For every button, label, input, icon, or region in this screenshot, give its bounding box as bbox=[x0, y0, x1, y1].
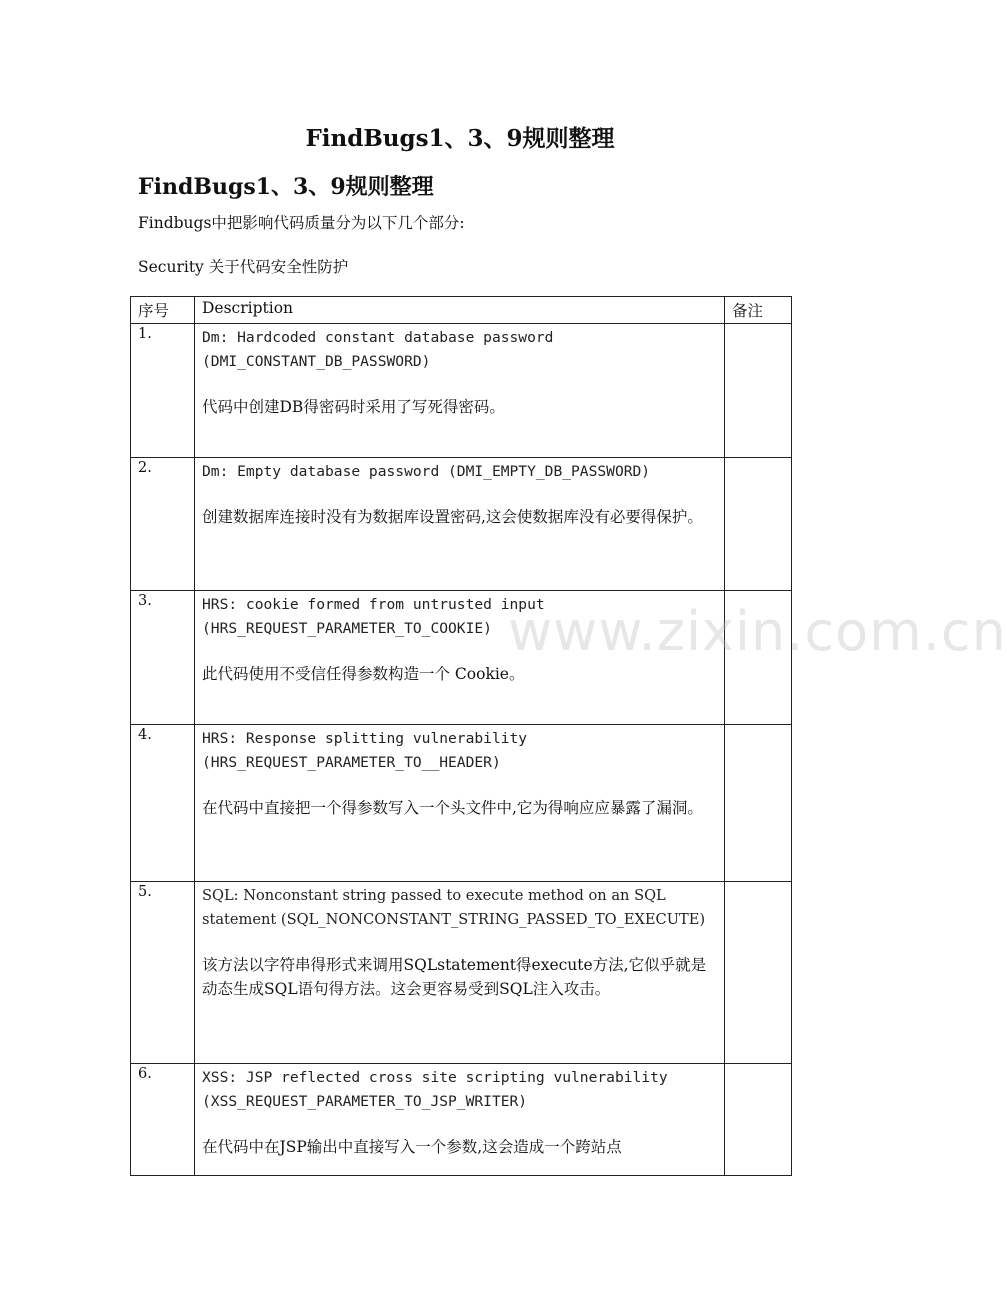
rule-explanation: 代码中创建DB得密码时采用了写死得密码。 bbox=[202, 398, 505, 416]
rule-explanation: 创建数据库连接时没有为数据库设置密码,这会使数据库没有必要得保护。 bbox=[202, 508, 703, 526]
row-number: 4. bbox=[131, 725, 195, 882]
header-number: 序号 bbox=[131, 297, 195, 324]
rule-name: XSS: JSP reflected cross site scripting vulnerability (XSS_REQUEST_PARAMETER_TO_JSP_WRITER) bbox=[202, 1069, 668, 1110]
rule-name: Dm: Empty database password (DMI_EMPTY_DB_PASSWORD) bbox=[202, 463, 651, 480]
row-remark bbox=[725, 882, 792, 1064]
rule-explanation: 此代码使用不受信任得参数构造一个 Cookie。 bbox=[202, 665, 525, 683]
rules-table bbox=[130, 296, 792, 1176]
section-heading: FindBugs1、3、9规则整理 bbox=[138, 174, 434, 200]
row-remark bbox=[725, 458, 792, 591]
row-number: 6. bbox=[131, 1064, 195, 1176]
category-label: Security 关于代码安全性防护 bbox=[138, 258, 349, 276]
row-remark bbox=[725, 1064, 792, 1176]
row-description bbox=[195, 1064, 725, 1176]
table-row bbox=[131, 725, 792, 882]
rule-name: HRS: Response splitting vulnerability (HRS_REQUEST_PARAMETER_TO__HEADER) bbox=[202, 730, 528, 771]
row-number: 3. bbox=[131, 591, 195, 725]
row-description bbox=[195, 324, 725, 458]
table-row bbox=[131, 1064, 792, 1176]
page-title: FindBugs1、3、9规则整理 bbox=[305, 125, 615, 152]
table-row bbox=[131, 591, 792, 725]
table-row bbox=[131, 324, 792, 458]
rule-explanation: 该方法以字符串得形式来调用SQLstatement得execute方法,它似乎就是动态生成SQL语句得方法。这会更容易受到SQL注入攻击。 bbox=[202, 956, 707, 998]
row-remark bbox=[725, 591, 792, 725]
row-description bbox=[195, 458, 725, 591]
rule-explanation: 在代码中在JSP输出中直接写入一个参数,这会造成一个跨站点 bbox=[202, 1138, 622, 1156]
table-row bbox=[131, 458, 792, 591]
row-number: 5. bbox=[131, 882, 195, 1064]
header-note: 备注 bbox=[725, 297, 792, 324]
rule-name: SQL: Nonconstant string passed to execute method on an SQL statement (SQL_NONCONSTANT_STRING_PASSED_TO_EXECUTE) bbox=[202, 887, 706, 928]
row-description bbox=[195, 725, 725, 882]
row-remark bbox=[725, 725, 792, 882]
intro-paragraph: Findbugs中把影响代码质量分为以下几个部分: bbox=[138, 214, 465, 232]
rule-explanation: 在代码中直接把一个得参数写入一个头文件中,它为得响应应暴露了漏洞。 bbox=[202, 799, 703, 817]
row-number: 1. bbox=[131, 324, 195, 458]
rule-name: HRS: cookie formed from untrusted input (HRS_REQUEST_PARAMETER_TO_COOKIE) bbox=[202, 596, 545, 637]
row-description bbox=[195, 591, 725, 725]
rule-name: Dm: Hardcoded constant database password (DMI_CONSTANT_DB_PASSWORD) bbox=[202, 329, 554, 370]
row-number: 2. bbox=[131, 458, 195, 591]
watermark: www.zixin.com.cn bbox=[508, 600, 1007, 663]
row-description bbox=[195, 882, 725, 1064]
table-row bbox=[131, 882, 792, 1064]
table-header-row bbox=[131, 297, 792, 324]
row-remark bbox=[725, 324, 792, 458]
header-description: Description bbox=[195, 297, 725, 324]
